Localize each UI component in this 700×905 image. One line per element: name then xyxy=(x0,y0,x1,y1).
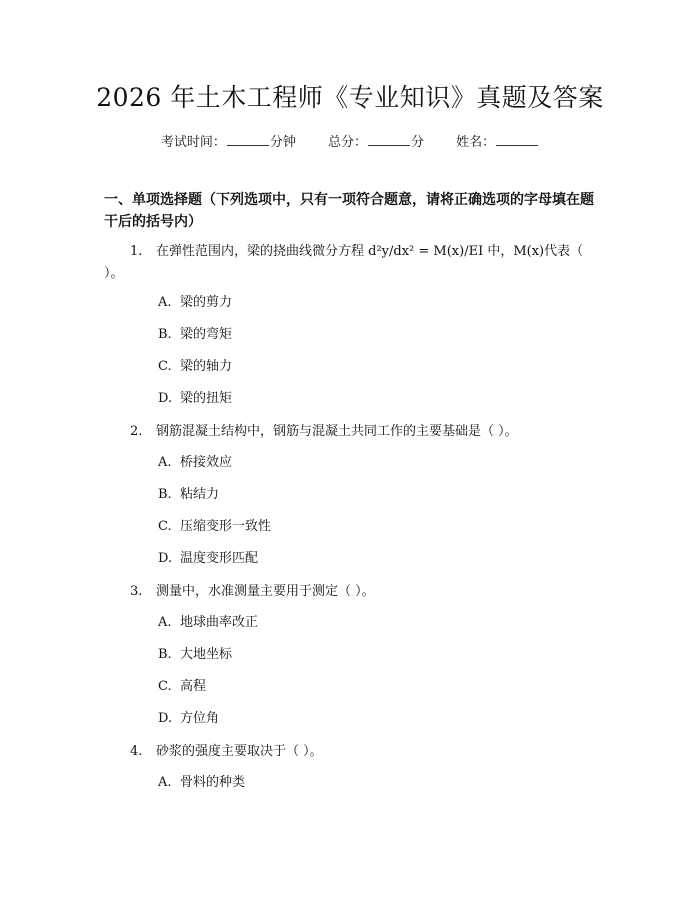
exam-time-blank xyxy=(227,131,269,146)
question-text: 钢筋混凝土结构中，钢筋与混凝土共同工作的主要基础是（ ）。 xyxy=(156,424,518,439)
question-4 xyxy=(104,741,599,763)
document-title: 2026 年土木工程师《专业知识》真题及答案 xyxy=(96,83,604,112)
option-letter: D. xyxy=(158,711,173,726)
option-text: 梁的扭矩 xyxy=(180,391,233,406)
option-text: 梁的轴力 xyxy=(180,359,233,374)
option-text: 压缩变形一致性 xyxy=(180,519,272,534)
option-text: 大地坐标 xyxy=(180,647,233,662)
option-3a xyxy=(158,613,258,633)
name-label: 姓名： xyxy=(456,135,496,150)
total-score-unit: 分 xyxy=(411,135,425,150)
option-letter: A. xyxy=(158,615,172,630)
question-number: 2. xyxy=(130,424,143,439)
option-text: 温度变形匹配 xyxy=(180,551,259,566)
name-blank xyxy=(496,131,538,146)
option-3d xyxy=(158,709,219,729)
name-field xyxy=(456,131,539,153)
option-letter: C. xyxy=(158,359,172,374)
option-text: 方位角 xyxy=(180,711,220,726)
option-1a xyxy=(158,293,232,313)
question-1 xyxy=(104,241,599,285)
option-letter: A. xyxy=(158,455,172,470)
option-text: 高程 xyxy=(180,679,207,694)
question-2 xyxy=(104,421,599,443)
option-text: 梁的弯矩 xyxy=(180,327,233,342)
option-letter: A. xyxy=(158,775,172,790)
option-letter: B. xyxy=(158,487,172,502)
total-score-field xyxy=(328,131,424,153)
exam-info-line xyxy=(0,131,700,153)
option-letter: B. xyxy=(158,327,172,342)
option-text: 地球曲率改正 xyxy=(180,615,259,630)
option-text: 梁的剪力 xyxy=(180,295,233,310)
exam-time-field xyxy=(161,131,296,153)
option-4a xyxy=(158,773,245,793)
option-letter: C. xyxy=(158,519,172,534)
exam-time-unit: 分钟 xyxy=(269,135,296,150)
question-number: 3. xyxy=(130,584,143,599)
section-heading: 一、单项选择题（下列选项中，只有一项符合题意，请将正确选项的字母填在题干后的括号内） xyxy=(104,192,594,230)
option-letter: C. xyxy=(158,679,172,694)
question-3 xyxy=(104,581,599,603)
option-text: 粘结力 xyxy=(180,487,220,502)
option-1b xyxy=(158,325,232,345)
option-2c xyxy=(158,517,271,537)
question-text: 在弹性范围内，梁的挠曲线微分方程 d²y/dx² = M(x)/EI 中，M(x)代表（ ）。 xyxy=(104,244,584,281)
option-3b xyxy=(158,645,232,665)
option-letter: A. xyxy=(158,295,172,310)
question-number: 1. xyxy=(130,244,143,259)
option-letter: B. xyxy=(158,647,172,662)
total-score-blank xyxy=(368,131,410,146)
option-2b xyxy=(158,485,219,505)
question-text: 砂浆的强度主要取决于（ ）。 xyxy=(156,744,323,759)
option-1c xyxy=(158,357,232,377)
option-text: 骨料的种类 xyxy=(180,775,246,790)
option-letter: D. xyxy=(158,551,173,566)
question-text: 测量中，水准测量主要用于测定（ ）。 xyxy=(156,584,375,599)
option-1d xyxy=(158,389,232,409)
exam-time-label: 考试时间： xyxy=(160,135,226,150)
option-2a xyxy=(158,453,232,473)
option-text: 桥接效应 xyxy=(180,455,233,470)
option-3c xyxy=(158,677,206,697)
option-2d xyxy=(158,549,258,569)
question-number: 4. xyxy=(130,744,143,759)
total-score-label: 总分： xyxy=(327,135,367,150)
option-letter: D. xyxy=(158,391,173,406)
